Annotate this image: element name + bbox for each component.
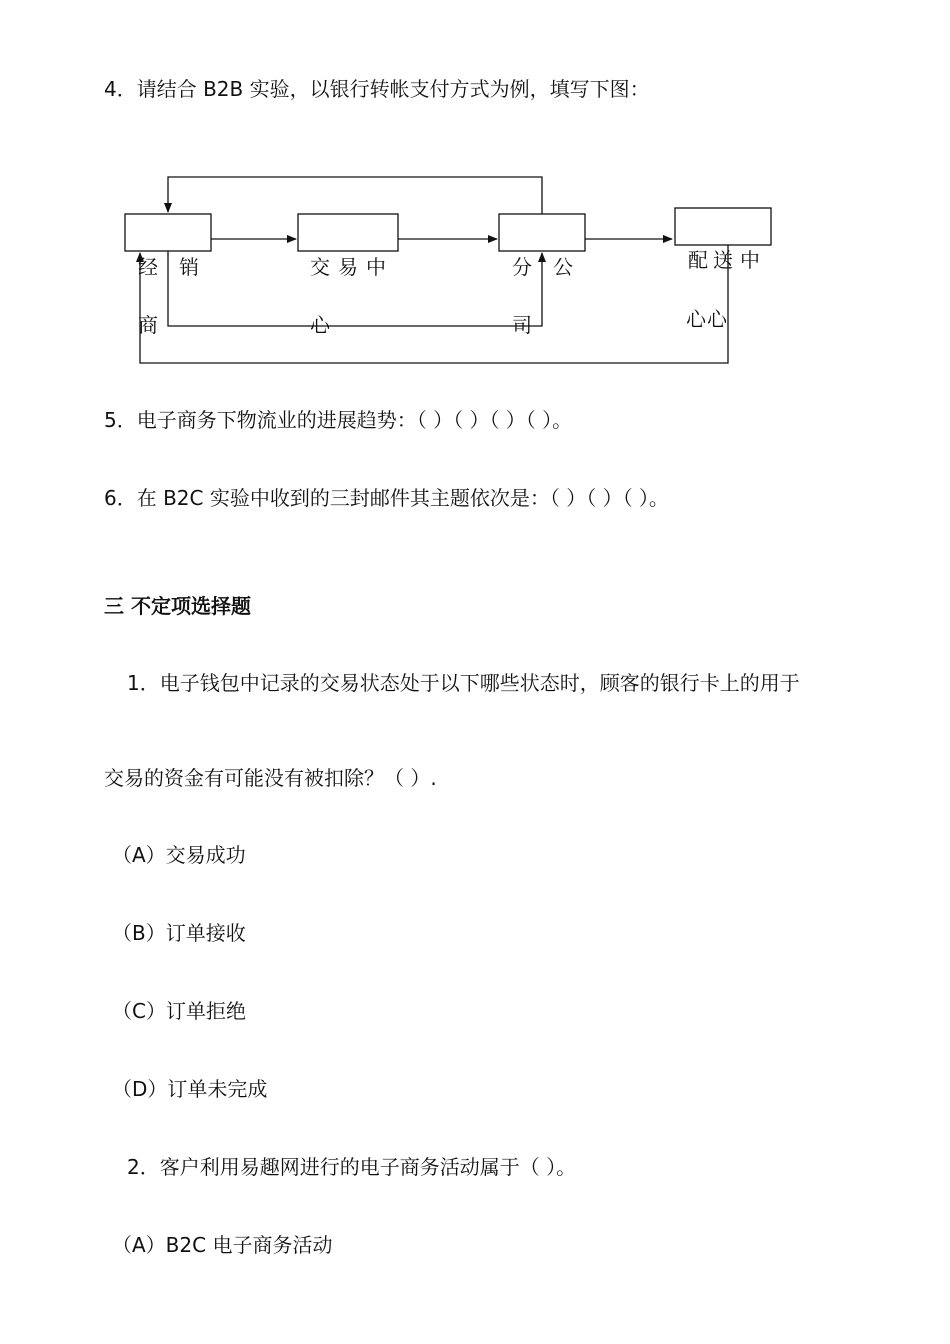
dealer-label-3: 商: [138, 313, 158, 337]
mc2-option-a[interactable]: （A）B2C 电子商务活动: [112, 1233, 333, 1257]
arrow-branch-to-dealer-top: [168, 177, 542, 214]
delivery-label-2: 送: [713, 248, 733, 272]
dealer-label-2: 销: [179, 255, 199, 279]
exchange-label-1: 交: [310, 255, 330, 279]
exchange-label-2: 易: [338, 255, 358, 279]
mc1-question-line2: 交易的资金有可能没有被扣除？（ ）.: [104, 766, 437, 790]
question-5: 5．电子商务下物流业的进展趋势：（ ）（ ）（ ）（ ）。: [104, 408, 573, 432]
diagram-labels: [138, 248, 760, 337]
branch-box[interactable]: [499, 214, 585, 251]
mc1-question-line1: 1．电子钱包中记录的交易状态处于以下哪些状态时，顾客的银行卡上的用于: [127, 671, 800, 695]
delivery-label-1: 配: [688, 248, 708, 272]
exchange-label-4: 心: [310, 313, 330, 337]
arrow-delivery-to-dealer: [140, 245, 728, 363]
branch-label-2: 公: [553, 255, 573, 279]
dealer-box[interactable]: [125, 214, 211, 251]
branch-label-1: 分: [512, 255, 532, 279]
branch-label-3: 司: [512, 313, 532, 337]
exchange-label-3: 中: [366, 255, 386, 279]
mc1-option-d[interactable]: （D）订单未完成: [112, 1077, 268, 1101]
mc2-question: 2．客户利用易趣网进行的电子商务活动属于（ ）。: [127, 1155, 577, 1179]
question-4: 4．请结合 B2B 实验，以银行转帐支付方式为例，填写下图：: [104, 77, 650, 101]
delivery-box[interactable]: [675, 208, 771, 245]
delivery-label-3: 中: [740, 248, 760, 272]
exchange-box[interactable]: [298, 214, 398, 251]
delivery-label-5: 心: [707, 307, 727, 331]
flow-diagram: [0, 0, 950, 400]
delivery-label-4: 心: [686, 307, 706, 331]
mc1-option-a[interactable]: （A）交易成功: [112, 843, 246, 867]
section-title: 三 不定项选择题: [104, 594, 251, 618]
mc1-option-b[interactable]: （B）订单接收: [112, 921, 246, 945]
mc1-option-c[interactable]: （C）订单拒绝: [112, 999, 246, 1023]
dealer-label-1: 经: [138, 255, 158, 279]
question-6: 6．在 B2C 实验中收到的三封邮件其主题依次是：（ ）（ ）（ ）。: [104, 486, 669, 510]
